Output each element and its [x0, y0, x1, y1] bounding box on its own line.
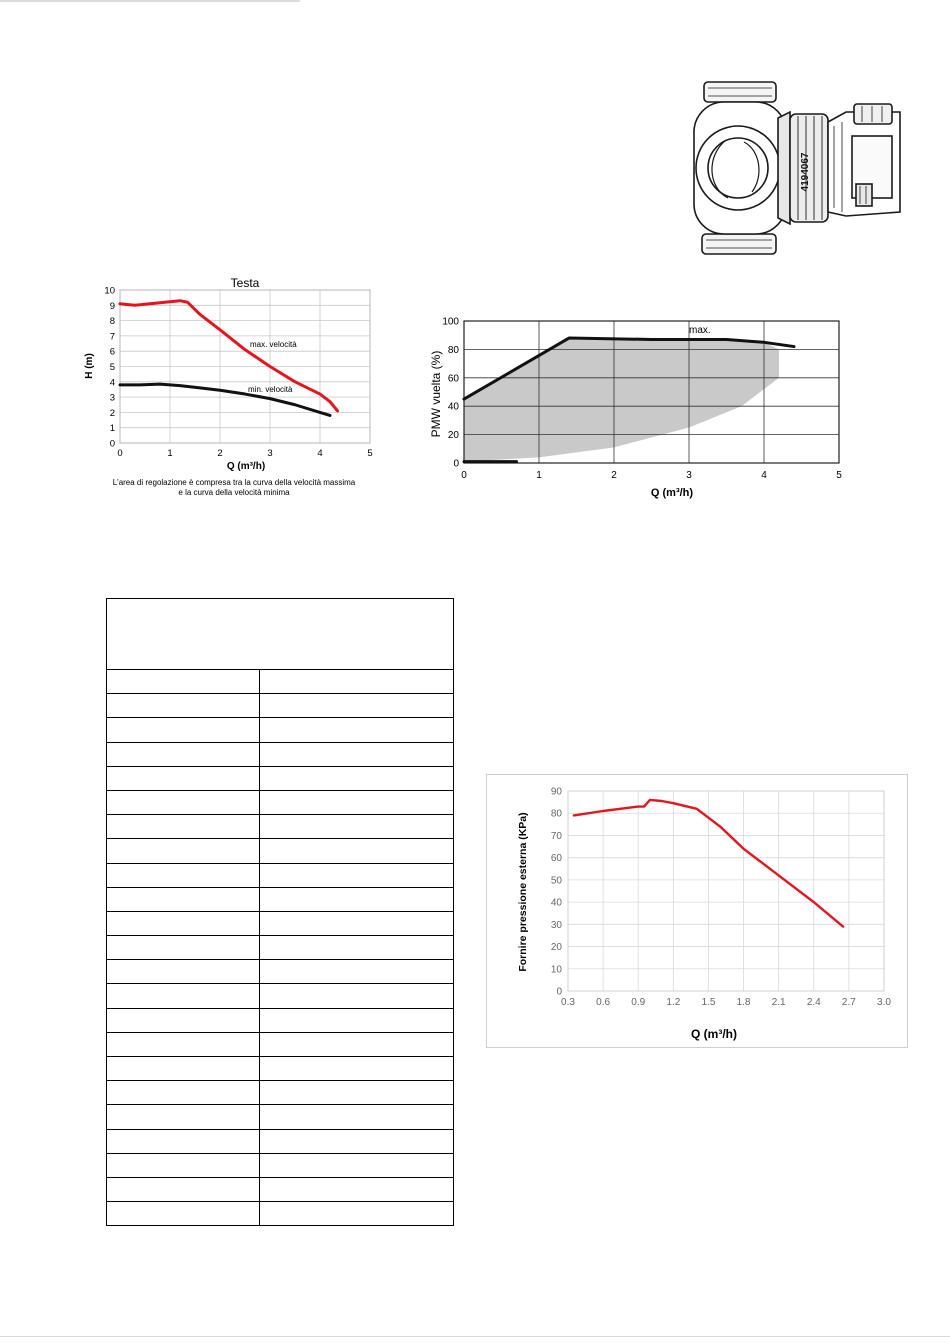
x-tick-label: 3 — [267, 448, 273, 459]
pressure-chart-ylabel: Fornire pressione esterna (KPa) — [517, 812, 529, 972]
y-tick-label: 60 — [447, 373, 459, 385]
spec-table-row — [107, 839, 454, 863]
spec-table-value-cell — [260, 1081, 454, 1105]
spec-table-row — [107, 718, 454, 742]
spec-table-label-cell — [107, 742, 260, 766]
spec-table-value-cell — [260, 839, 454, 863]
y-tick-label: 80 — [550, 808, 562, 820]
x-tick-label: 0.3 — [561, 997, 575, 1008]
head-chart-title: Testa — [230, 276, 260, 290]
x-tick-label: 5 — [367, 448, 373, 459]
y-tick-label: 80 — [447, 344, 459, 356]
x-tick-label: 1.8 — [736, 997, 751, 1008]
spec-table-row — [107, 911, 454, 935]
x-tick-label: 4 — [317, 448, 323, 459]
spec-table-row — [107, 1081, 454, 1105]
spec-table-value-cell — [260, 790, 454, 814]
x-tick-label: 2 — [611, 470, 617, 481]
spec-table-value-cell — [260, 742, 454, 766]
head-chart-xlabel: Q (m³/h) — [226, 461, 266, 472]
y-tick-label: 5 — [109, 362, 115, 373]
spec-table-row — [107, 1032, 454, 1056]
spec-table-value-cell — [260, 694, 454, 718]
spec-table-value-cell — [260, 1129, 454, 1153]
x-tick-label: 3 — [686, 470, 692, 481]
spec-table-value-cell — [260, 815, 454, 839]
spec-table-row — [107, 1177, 454, 1201]
pump-illustration — [686, 76, 912, 260]
spec-table-value-cell — [260, 1153, 454, 1177]
x-tick-label: 0.6 — [596, 997, 611, 1008]
y-tick-label: 0 — [556, 986, 562, 998]
y-tick-label: 50 — [550, 875, 562, 887]
spec-table-row — [107, 863, 454, 887]
spec-table-label-cell — [107, 790, 260, 814]
spec-table-label-cell — [107, 718, 260, 742]
spec-table-row — [107, 1008, 454, 1032]
pressure-chart-xlabel: Q (m³/h) — [691, 1027, 737, 1041]
head-chart-min-label: min. velocità — [248, 385, 293, 394]
spec-table-row — [107, 1153, 454, 1177]
pwm-chart-max-label: max. — [689, 325, 711, 336]
x-tick-label: 4 — [761, 470, 767, 481]
spec-table-label-cell — [107, 1057, 260, 1081]
y-tick-label: 9 — [109, 300, 115, 312]
spec-table-row — [107, 1105, 454, 1129]
spec-table-row — [107, 815, 454, 839]
spec-table-value-cell — [260, 1177, 454, 1201]
top-rule — [0, 0, 300, 2]
spec-table-label-cell — [107, 1032, 260, 1056]
head-chart-caption-line2: e la curva della velocità minima — [178, 488, 290, 497]
y-tick-label: 40 — [447, 401, 459, 413]
spec-table-label-cell — [107, 960, 260, 984]
spec-table-value-cell — [260, 1032, 454, 1056]
spec-table-row — [107, 1057, 454, 1081]
y-tick-label: 100 — [442, 316, 459, 328]
y-tick-label: 3 — [109, 392, 115, 404]
x-tick-label: 1 — [167, 448, 173, 459]
x-tick-label: 2.1 — [771, 997, 786, 1008]
y-tick-label: 20 — [447, 430, 459, 442]
spec-table-row — [107, 887, 454, 911]
spec-table-label-cell — [107, 1081, 260, 1105]
spec-table-label-cell — [107, 1105, 260, 1129]
x-tick-label: 3.0 — [877, 997, 891, 1008]
spec-table-value-cell — [260, 1008, 454, 1032]
spec-table-value-cell — [260, 936, 454, 960]
y-tick-label: 1 — [109, 423, 115, 435]
y-tick-label: 0 — [109, 438, 115, 450]
bottom-rule — [0, 1336, 950, 1337]
spec-table-row — [107, 1202, 454, 1226]
pwm-chart — [422, 312, 850, 506]
x-tick-label: 1.2 — [666, 997, 681, 1008]
spec-table-label-cell — [107, 1202, 260, 1226]
spec-table-value-cell — [260, 960, 454, 984]
head-chart-caption-line1: L'area di regolazione è compresa tra la curva della velocità massima — [112, 478, 356, 487]
spec-table-value-cell — [260, 863, 454, 887]
spec-table-label-cell — [107, 670, 260, 694]
spec-table-row — [107, 694, 454, 718]
x-tick-label: 5 — [836, 470, 842, 481]
x-tick-label: 0 — [117, 448, 123, 459]
spec-table-label-cell — [107, 1008, 260, 1032]
y-tick-label: 90 — [550, 786, 562, 798]
spec-table-label-cell — [107, 1129, 260, 1153]
spec-table-row — [107, 936, 454, 960]
x-tick-label: 1 — [536, 470, 542, 481]
spec-table-label-cell — [107, 694, 260, 718]
spec-table — [106, 598, 454, 1226]
spec-table-label-cell — [107, 815, 260, 839]
y-tick-label: 2 — [109, 407, 115, 419]
y-tick-label: 4 — [109, 377, 115, 389]
y-tick-label: 8 — [109, 316, 115, 328]
spec-table-value-cell — [260, 984, 454, 1008]
spec-table-row — [107, 960, 454, 984]
y-tick-label: 10 — [550, 964, 562, 976]
spec-table-label-cell — [107, 839, 260, 863]
y-tick-label: 40 — [550, 897, 562, 909]
spec-table-label-cell — [107, 766, 260, 790]
y-tick-label: 60 — [550, 853, 562, 865]
pressure-chart — [486, 774, 908, 1048]
y-tick-label: 10 — [104, 285, 115, 297]
y-tick-label: 30 — [550, 919, 562, 931]
pwm-chart-xlabel: Q (m³/h) — [650, 487, 694, 499]
spec-table-value-cell — [260, 766, 454, 790]
y-tick-label: 7 — [109, 331, 115, 343]
spec-table-row — [107, 766, 454, 790]
spec-table-label-cell — [107, 887, 260, 911]
y-tick-label: 6 — [109, 346, 115, 358]
spec-table-label-cell — [107, 984, 260, 1008]
x-tick-label: 1.5 — [701, 997, 716, 1008]
x-tick-label: 0 — [461, 470, 467, 481]
spec-table-row — [107, 984, 454, 1008]
spec-table-row — [107, 670, 454, 694]
y-tick-label: 0 — [453, 458, 459, 470]
spec-table-row — [107, 1129, 454, 1153]
spec-table-value-cell — [260, 887, 454, 911]
spec-table-label-cell — [107, 1177, 260, 1201]
spec-table-value-cell — [260, 718, 454, 742]
spec-table-value-cell — [260, 670, 454, 694]
spec-table-label-cell — [107, 863, 260, 887]
x-tick-label: 2.7 — [841, 997, 856, 1008]
spec-table-label-cell — [107, 911, 260, 935]
spec-table-header-row — [107, 599, 454, 670]
x-tick-label: 2.4 — [806, 997, 821, 1008]
y-tick-label: 70 — [550, 830, 562, 842]
spec-table-row — [107, 742, 454, 766]
pump-serial: 4194067 — [800, 152, 811, 192]
spec-table-row — [107, 790, 454, 814]
spec-table-value-cell — [260, 911, 454, 935]
x-tick-label: 2 — [217, 448, 223, 459]
pwm-chart-ylabel: PMW vuelta (%) — [429, 350, 443, 438]
spec-table-header-cell — [107, 599, 454, 670]
spec-table-label-cell — [107, 1153, 260, 1177]
spec-table-value-cell — [260, 1105, 454, 1129]
y-tick-label: 20 — [550, 942, 562, 954]
x-tick-label: 0.9 — [631, 997, 646, 1008]
spec-table-value-cell — [260, 1202, 454, 1226]
head-chart-max-label: max. velocità — [250, 340, 297, 349]
spec-table-label-cell — [107, 936, 260, 960]
head-chart-ylabel: H (m) — [84, 353, 95, 379]
spec-table-value-cell — [260, 1057, 454, 1081]
head-chart — [78, 270, 388, 502]
